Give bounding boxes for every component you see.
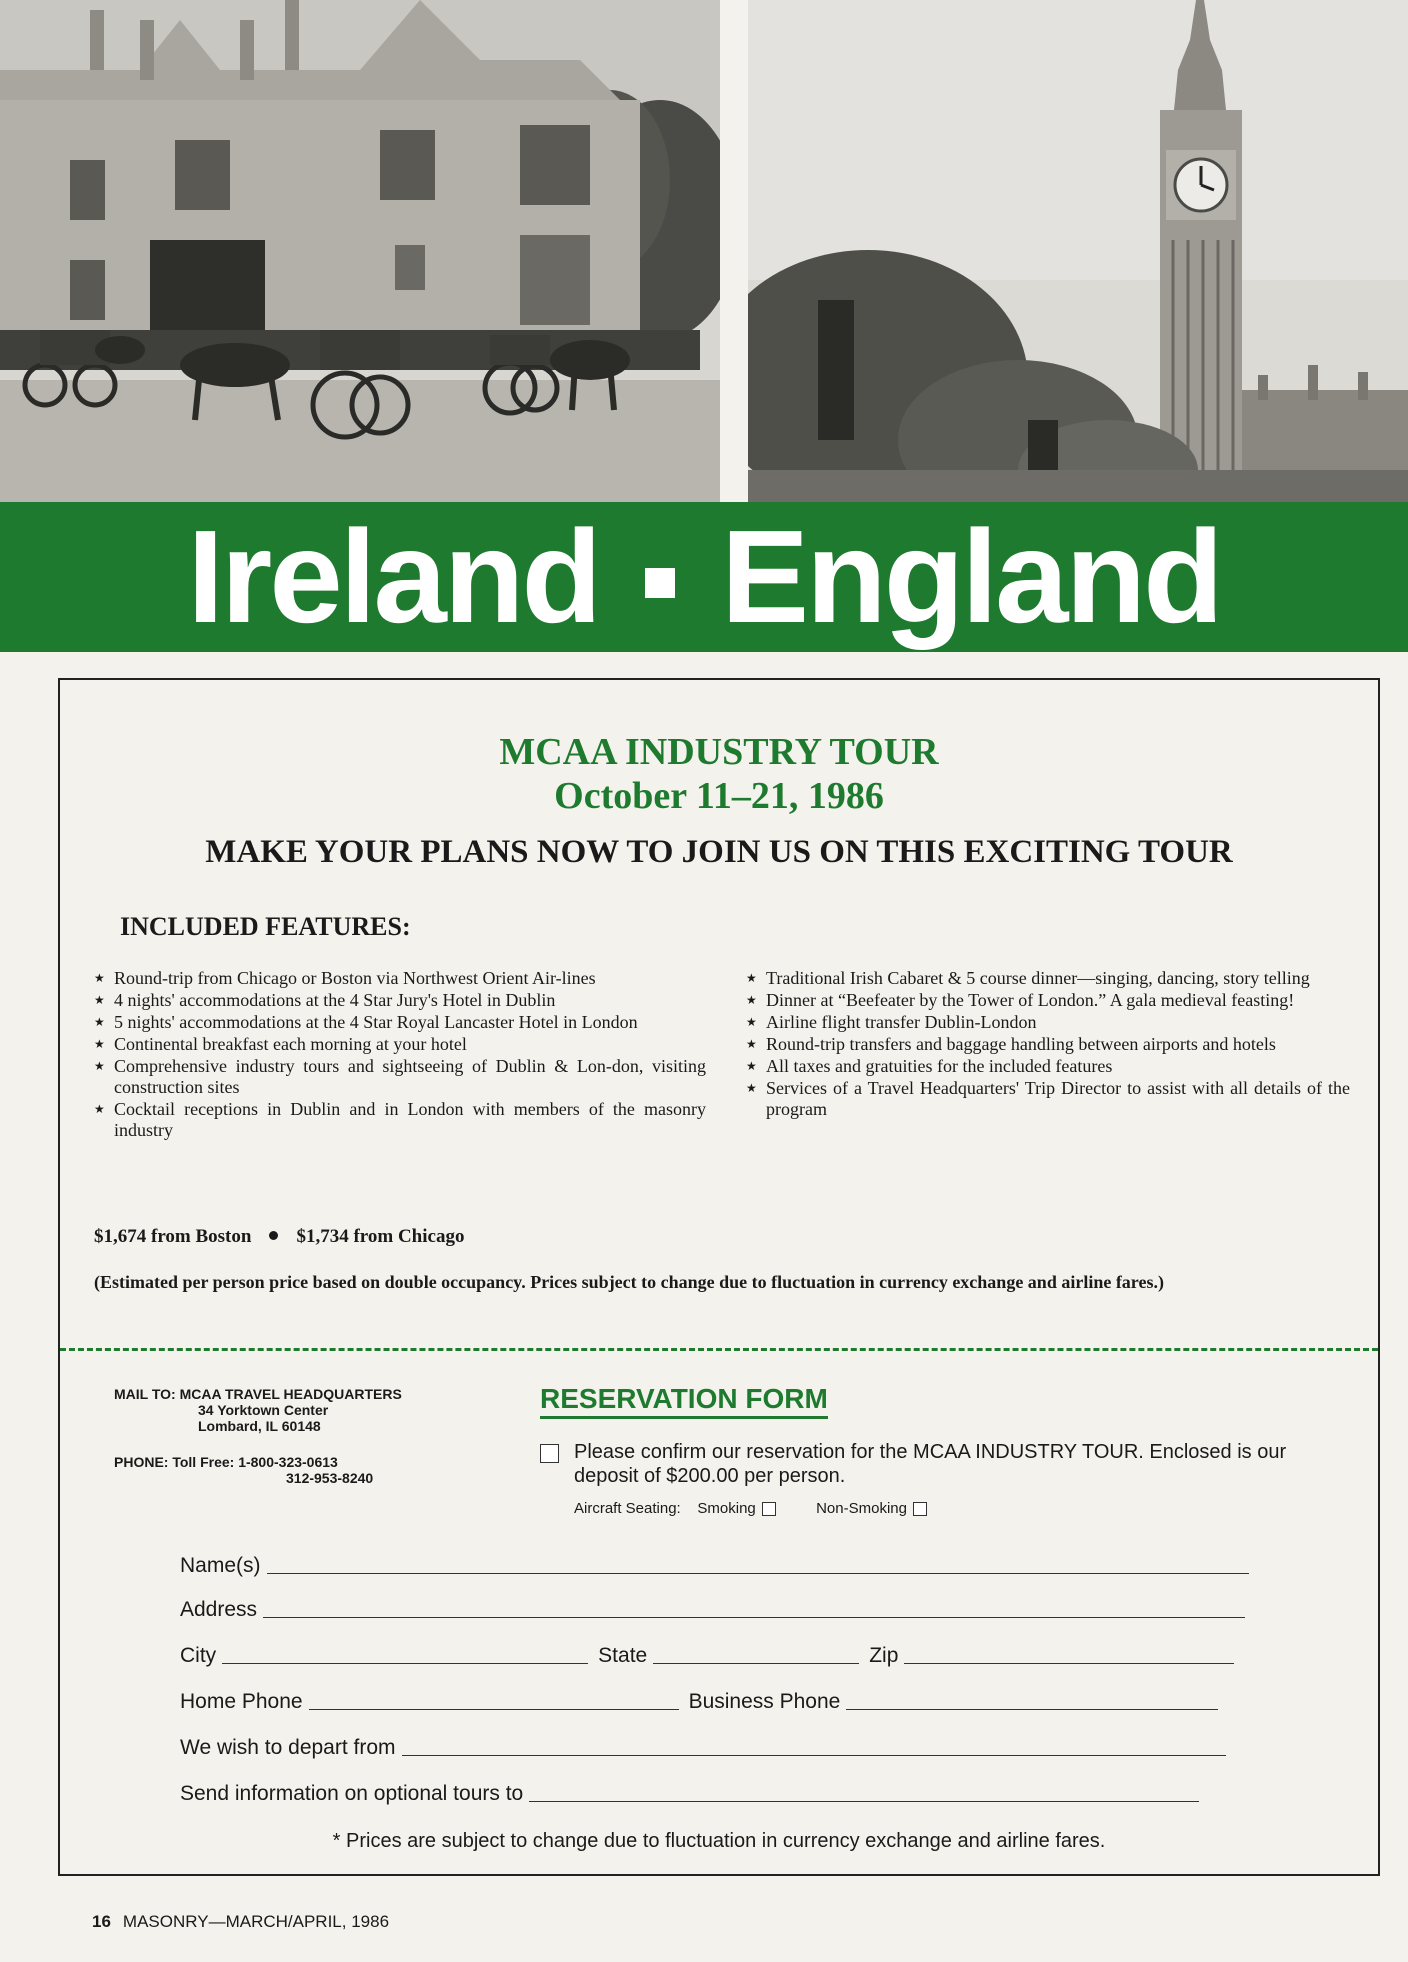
features-list-left [94,968,706,1142]
star-icon: ★ [746,1015,757,1029]
feature-item: ★ Dinner at “Beefeater by the Tower of London.” A gala medieval feasting! [746,990,1295,1010]
confirm-text: Please confirm our reservation for the MCAA INDUSTRY TOUR. Enclosed is our deposit of $200.00 per person. [574,1441,1287,1487]
price-chicago: $1,734 from Chicago [296,1226,465,1247]
business-phone-field[interactable] [846,1709,1218,1710]
cut-line-divider [60,1348,1378,1351]
feature-item: ★ Round-trip transfers and baggage handling between airports and hotels [746,1034,1276,1054]
page-footer [92,1912,389,1932]
prices-footnote: * Prices are subject to change due to fluctuation in currency exchange and airline fares. [332,1830,1106,1852]
smoking-label: Smoking [697,1500,756,1517]
star-icon: ★ [746,1059,757,1073]
banner-word-ireland: Ireland [187,503,600,650]
city-label: City [180,1644,217,1667]
feature-item: ★ All taxes and gratuities for the included features [746,1056,1113,1076]
aircraft-seating [574,1500,927,1517]
star-icon: ★ [746,971,757,985]
phone-alt: 312-953-8240 [286,1470,374,1486]
seating-label: Aircraft Seating: [574,1500,681,1517]
feature-item: ★ Services of a Travel Headquarters' Trip Director to assist with all details of the program [746,1078,1350,1119]
confirm-checkbox[interactable] [540,1444,559,1463]
star-icon: ★ [94,993,105,1007]
confirm-reservation [540,1440,1340,1488]
state-field[interactable] [653,1663,859,1664]
state-label: State [598,1644,648,1667]
header-photos [0,0,1408,502]
feature-item: ★ Continental breakfast each morning at your hotel [94,1034,467,1054]
tour-ad-frame [58,678,1380,1876]
names-label: Name(s) [180,1554,261,1577]
feature-item: ★ Comprehensive industry tours and sightseeing of Dublin & Lon-don, visiting construction sites [94,1056,706,1097]
banner-word-england: England [721,503,1221,650]
price-boston: $1,674 from Boston [94,1226,252,1247]
bullet-icon [269,1231,278,1240]
tour-headline: MAKE YOUR PLANS NOW TO JOIN US ON THIS EXCITING TOUR [205,834,1233,870]
address-label: Address [180,1598,258,1621]
star-icon: ★ [94,971,105,985]
feature-item: ★ 5 nights' accommodations at the 4 Star Royal Lancaster Hotel in London [94,1012,638,1032]
banner-title [0,502,1408,652]
feature-item: ★ Round-trip from Chicago or Boston via Northwest Orient Air-lines [94,968,596,988]
publication-line: MASONRY—MARCH/APRIL, 1986 [122,1912,390,1931]
price-note: (Estimated per person price based on double occupancy. Prices subject to change due to fluctuation in currency exchange and airline fares.) [94,1272,1164,1292]
feature-item: ★ Traditional Irish Cabaret & 5 course dinner—singing, dancing, story telling [746,968,1310,988]
reservation-form-title: RESERVATION FORM [540,1382,828,1419]
star-icon: ★ [746,1081,757,1095]
depart-field-row [180,1730,1280,1760]
features-list-right [746,968,1350,1121]
star-icon: ★ [94,1015,105,1029]
mail-city-line: Lombard, IL 60148 [198,1418,321,1434]
tour-dates: October 11–21, 1986 [554,775,884,817]
home-phone-label: Home Phone [180,1690,303,1713]
star-icon: ★ [746,1037,757,1051]
optional-tours-label: Send information on optional tours to [180,1782,524,1805]
phone-field-row [180,1684,1280,1714]
city-state-zip-row [180,1638,1280,1668]
mail-address-line: 34 Yorktown Center [198,1402,329,1418]
feature-item: ★ Cocktail receptions in Dublin and in London with members of the masonry industry [94,1099,706,1140]
title-banner [0,502,1408,652]
address-field-row [180,1592,1280,1622]
zip-label: Zip [869,1644,899,1667]
city-field[interactable] [222,1663,588,1664]
non-smoking-checkbox[interactable] [913,1502,927,1516]
features-heading: INCLUDED FEATURES: [120,912,411,941]
names-field[interactable] [267,1573,1249,1574]
feature-item: ★ 4 nights' accommodations at the 4 Star Jury's Hotel in Dublin [94,990,556,1010]
depart-field[interactable] [402,1755,1226,1756]
mail-to-label: MAIL TO: MCAA TRAVEL HEADQUARTERS [114,1386,402,1402]
names-field-row [180,1548,1280,1578]
page-number: 16 [92,1912,111,1931]
star-icon: ★ [94,1037,105,1051]
home-phone-field[interactable] [309,1709,679,1710]
depart-label: We wish to depart from [180,1736,396,1759]
london-big-ben-photo [748,0,1408,502]
phone-info [114,1454,373,1486]
non-smoking-label: Non-Smoking [816,1500,907,1517]
zip-field[interactable] [904,1663,1234,1664]
star-icon: ★ [746,993,757,1007]
smoking-checkbox[interactable] [762,1502,776,1516]
prices-line [94,1226,464,1248]
star-icon: ★ [94,1102,105,1116]
mail-to-address [114,1386,402,1434]
phone-toll-free: PHONE: Toll Free: 1-800-323-0613 [114,1454,338,1470]
feature-item: ★ Airline flight transfer Dublin-London [746,1012,1037,1032]
banner-separator [645,568,675,598]
ireland-manor-photo [0,0,720,502]
optional-tours-field-row [180,1776,1280,1806]
address-field[interactable] [263,1617,1245,1618]
optional-tours-field[interactable] [529,1801,1199,1802]
star-icon: ★ [94,1059,105,1073]
tour-name: MCAA INDUSTRY TOUR [499,731,939,773]
business-phone-label: Business Phone [688,1690,841,1713]
